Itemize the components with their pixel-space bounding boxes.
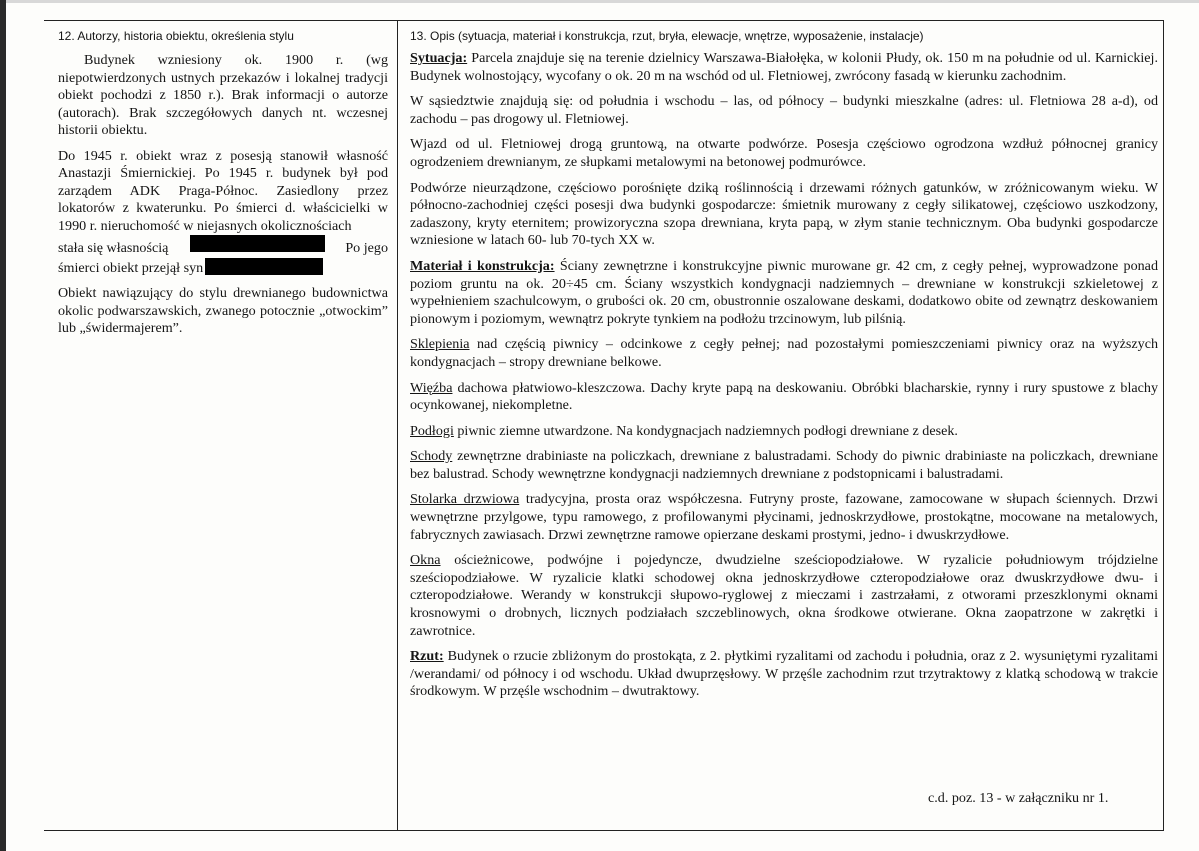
material-text: Ściany zewnętrzne i konstrukcyjne piwnic murowane gr. 42 cm, z cegły pełnej, wyprowadzone ponad poziom gruntu na ok. 20÷45 cm. Ściany wszystkich kondygnacji nadziemnych – drewniane w konstrukcji szkieletowej z wypełnieniem szachulcowym, o grubości ok. 20 cm, obustronnie oszalowane deskami, dodatkowo obite od zewnątrz deskowaniem pionowym i poziomym, wewnątrz pokryte tynkiem na podłożu trzcinowym, lub pilśnią. (410, 257, 1158, 327)
podlogi-label: Podłogi (410, 422, 454, 439)
ownership-text-2: stała się własnością (58, 240, 169, 256)
column-divider (397, 20, 398, 830)
wiezba-text: dachowa płatwiowo-kleszczowa. Dachy kryte papą na deskowaniu. Obróbki blacharskie, rynny i rury spustowe z blachy ocynkowanej, niekompletne. (410, 379, 1158, 414)
sytuacja-paragraph (410, 50, 1158, 85)
ownership-paragraph (58, 148, 388, 278)
table-right-border (1163, 20, 1164, 830)
sklepienia-text: nad częścią piwnicy – odcinkowe z cegły pełnej; nad pozostałymi pomieszczeniami piwnicy oraz na wyższych kondygnacjach – stropy drewniane belkowe. (410, 336, 1158, 370)
sytuacja-label: Sytuacja: (410, 50, 468, 66)
rzut-paragraph (410, 648, 1158, 701)
ownership-text-3: Po jego (345, 240, 388, 256)
schody-text: zewnętrzne drabiniaste na policzkach, drewniane z balustradami. Schody do piwnic drabiniaste na policzkach, drewniane bez balustrad. Schody wewnętrzne kondygnacji nadziemnych drewniane z podstopnicami i balustradami. (410, 448, 1158, 482)
okna-text: ościeżnicowe, podwójne i pojedyncze, dwudzielne sześciopodziałowe. W ryzalicie południowym trójdzielne sześciopodziałowe. W ryzalicie klatki schodowej okna jednoskrzydłowe czteropodziałowe oraz dwuskrzydłowe dwu- i czteropodziałowe. Werandy w konstrukcji słupowo-ryglowej z mieczami i zastrzałami, z otworami przeszklonymi oknami krosnowymi o drobnych, licznych podziałach szczeblinowych, okna środkowe otwierane. Okna zaopatrzone w zakrętki i zawrotnice. (410, 552, 1158, 639)
sklepienia-label: Sklepienia (410, 336, 470, 353)
wiezba-paragraph (410, 380, 1158, 415)
material-paragraph (410, 258, 1158, 328)
rzut-text: Budynek o rzucie zbliżonym do prostokąta, z 2. płytkimi ryzalitami od zachodu i południa, oraz z 2. wysuniętymi ryzalitami /werandami/ od północy i od wschodu. Układ dwuprzęsłowy. W przęśle zachodnim rzut trzytraktowy z klatką schodową w trakcie środkowym. W przęśle wschodnim – dwutraktowy. (410, 648, 1158, 700)
sklepienia-paragraph (410, 336, 1158, 371)
podlogi-paragraph (410, 423, 1158, 441)
stolarka-paragraph (410, 491, 1158, 544)
section-13-heading: 13. Opis (sytuacja, materiał i konstrukcja, rzut, bryła, elewacje, wnętrze, wyposażenie, instalacje) (410, 29, 924, 43)
redacted-line (58, 235, 388, 258)
section-13-column (410, 28, 1158, 709)
section-12-column (58, 28, 388, 346)
schody-label: Schody (410, 448, 453, 465)
stolarka-text: tradycyjna, prosta oraz współczesna. Futryny proste, fazowane, zamocowane w słupach ściennych. Drzwi wewnętrzne przylgowe, typu ramowego, z profilowanymi płycinami, jednoskrzydłowe, prostokątne, mocowane na metalowych, fabrycznych zawiasach. Drzwi zewnętrzne ramowe opierzane deskami prostymi, jedno- i dwuskrzydłowe. (410, 491, 1158, 543)
continuation-note: c.d. poz. 13 - w załączniku nr 1. (928, 790, 1109, 806)
okna-label: Okna (410, 552, 441, 569)
podworze-paragraph: Podwórze nieurządzone, częściowo porośnięte dziką roślinnością i drzewami różnych gatunków, w zróżnicowanym wieku. W północno-zachodniej części posesji dwa budynki gospodarcze: śmietnik murowany z cegły silikatowej, częściowo uszkodzony, zadaszony, kryty eternitem; prowizoryczna szopa drewniana, kryta papą, w złym stanie technicznym. Oba budynki gospodarcze wzniesione w latach 60- lub 70-tych XX w. (410, 179, 1158, 249)
podlogi-text: piwnic ziemne utwardzone. Na kondygnacjach nadziemnych podłogi drewniane z desek. (453, 422, 958, 439)
material-label: Materiał i konstrukcja: (410, 257, 555, 274)
style-paragraph: Obiekt nawiązujący do stylu drewnianego budownictwa okolic podwarszawskich, zwanego potocznie „otwockim” lub „świdermajerem”. (58, 285, 388, 336)
okna-paragraph (410, 552, 1158, 640)
scan-edge-top (0, 0, 1199, 3)
wjazd-paragraph: Wjazd od ul. Fletniowej drogą gruntową, na otwarte podwórze. Posesja częściowo ogrodzona wzdłuż północnej granicy ogrodzeniem drewnianym, ze słupkami metalowymi na betonowej podmurówce. (410, 136, 1158, 170)
sasiedztwo-paragraph: W sąsiedztwie znajdują się: od południa i wschodu – las, od północy – budynki mieszkalne (adres: ul. Fletniowa 28 a-d), od zachodu – pas drogowy ul. Fletniowej. (410, 93, 1158, 127)
ownership-text: Do 1945 r. obiekt wraz z posesją stanowił własność Anastazji Śmiernickiej. Po 1945 r. budynek był pod zarządem ADK Praga-Północ. Zasiedlony przez lokatorów z kwaterunku. Po śmierci d. właścicielki w 1990 r. nieruchomość w niejasnych okolicznościach (58, 147, 388, 234)
schody-paragraph (410, 448, 1158, 483)
scan-edge-left (0, 0, 6, 851)
redaction-bar (205, 258, 323, 275)
sytuacja-text: Parcela znajduje się na terenie dzielnicy Warszawa-Białołęka, w kolonii Płudy, ok. 150 m na południe od ul. Karnickiej. Budynek wolnostojący, wycofany o ok. 20 m na wschód od ul. Fletniowej, zwrócony fasadą w kierunku zachodnim. (410, 50, 1158, 84)
table-bottom-border (44, 830, 1164, 831)
wiezba-label: Więźba (410, 379, 453, 396)
section-12-heading: 12. Autorzy, historia obiektu, określenia stylu (58, 29, 294, 43)
rzut-label: Rzut: (410, 648, 444, 665)
stolarka-label: Stolarka drzwiowa (410, 491, 520, 508)
table-top-border (44, 20, 1164, 21)
ownership-text-4: śmierci obiekt przejął syn (58, 259, 204, 276)
history-paragraph: Budynek wzniesiony ok. 1900 r. (wg niepotwierdzonych ustnych przekazów i lokalnej tradycji obiekt pochodzi z 1850 r.). Brak informacji o autorze (autorach). Brak szczegółowych danych nt. wczesnej historii obiektu. (58, 52, 388, 138)
redaction-bar (190, 235, 325, 252)
